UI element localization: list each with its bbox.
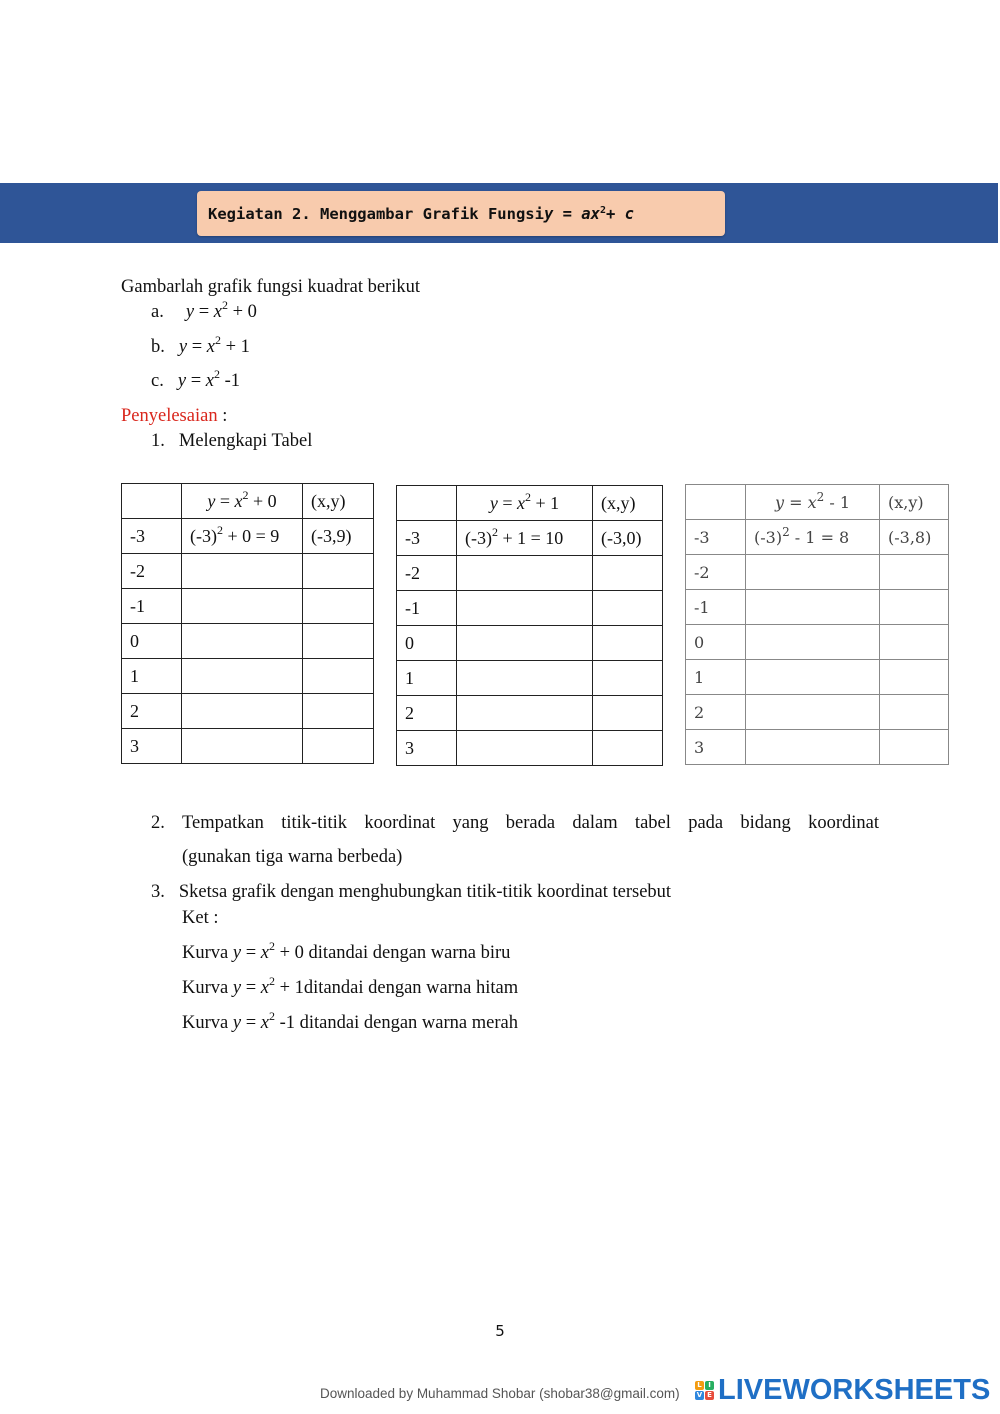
activity-title-formula: y = ax: [543, 204, 600, 223]
function-lhs: y: [178, 337, 188, 357]
note-item-red: [182, 1009, 518, 1034]
function-lhs: y: [177, 371, 187, 391]
note-eq: =: [241, 943, 261, 963]
calc-rest: + 1 = 10: [497, 527, 564, 548]
function-eq: =: [194, 302, 214, 322]
table-cell-x: -3: [397, 521, 457, 556]
value-table-2: [396, 485, 663, 766]
note-prefix: Kurva: [182, 1013, 233, 1033]
header-eq: =: [497, 492, 517, 513]
note-rest: + 1ditandai dengan warna hitam: [274, 978, 519, 998]
table-cell-point[interactable]: [303, 554, 374, 589]
function-lhs: y: [185, 302, 195, 322]
table-row: [686, 520, 949, 555]
header-exp: 2: [816, 489, 825, 504]
activity-title-text: Kegiatan 2. Menggambar Grafik Fungsi: [208, 204, 544, 223]
value-table-3: [685, 484, 949, 765]
table-cell-x: 3: [122, 729, 182, 764]
page-number: 5: [495, 1322, 505, 1340]
table-cell-x: 0: [686, 625, 746, 660]
note-exp: 2: [268, 1009, 275, 1023]
header-lhs: y: [489, 492, 498, 513]
header-eq: =: [215, 490, 235, 511]
note-var: x: [260, 943, 269, 963]
logo-tile-v: V: [696, 1391, 703, 1399]
download-footer: Downloaded by Muhammad Shobar (shobar38@gmail.com): [320, 1386, 680, 1401]
table-header-row: [397, 486, 663, 521]
function-item-a: [151, 298, 257, 323]
table-cell-point[interactable]: [880, 625, 949, 660]
table-cell-point: (-3,9): [303, 519, 374, 554]
header-rest: - 1: [824, 492, 851, 512]
table-header-x: [686, 485, 746, 520]
table-row: [686, 660, 949, 695]
table-cell-calc[interactable]: [182, 659, 303, 694]
header-var: x: [807, 492, 817, 512]
function-exp: 2: [221, 298, 228, 312]
note-exp: 2: [268, 939, 275, 953]
table-cell-calc[interactable]: [182, 694, 303, 729]
notes-label: Ket :: [182, 908, 219, 928]
table-row: [686, 625, 949, 660]
function-item-b: [151, 333, 250, 358]
table-cell-x: -2: [686, 555, 746, 590]
table-cell-calc[interactable]: [746, 660, 880, 695]
note-exp: 2: [268, 974, 275, 988]
table-cell-x: -1: [122, 589, 182, 624]
function-eq: =: [186, 371, 206, 391]
table-row: [122, 729, 374, 764]
note-var: x: [260, 978, 269, 998]
table-row: [397, 696, 663, 731]
step-text: Sketsa grafik dengan menghubungkan titik-titik koordinat tersebut: [178, 882, 672, 902]
activity-title: [197, 191, 725, 236]
table-cell-calc[interactable]: [457, 661, 593, 696]
header-lhs: y: [774, 492, 785, 512]
calc-rest: - 1 = 8: [789, 527, 850, 547]
note-item-black: [182, 974, 519, 999]
table-cell-x: -2: [397, 556, 457, 591]
table-cell-point[interactable]: [880, 590, 949, 625]
table-row: [122, 659, 374, 694]
function-rest: + 1: [221, 337, 250, 357]
table-cell-x: -1: [397, 591, 457, 626]
table-header-function: [182, 484, 303, 519]
table-header-row: [686, 485, 949, 520]
table-cell-point[interactable]: [593, 626, 663, 661]
solution-colon: :: [217, 406, 228, 426]
note-rest: + 0 ditandai dengan warna biru: [274, 943, 511, 963]
note-rest: -1 ditandai dengan warna merah: [274, 1013, 518, 1033]
table-cell-calc[interactable]: [746, 730, 880, 765]
function-var: x: [213, 302, 222, 322]
table-header-x: [397, 486, 457, 521]
table-header-x: [122, 484, 182, 519]
liveworksheets-logo[interactable]: [695, 1374, 990, 1407]
function-exp: 2: [215, 333, 221, 347]
table-row: [397, 731, 663, 766]
table-header-function: [746, 485, 880, 520]
step-3: [151, 881, 671, 903]
calc-exp: 2: [782, 524, 790, 539]
table-header-function: [457, 486, 593, 521]
table-cell-x: 1: [686, 660, 746, 695]
table-cell-point[interactable]: [593, 591, 663, 626]
table-cell-calc[interactable]: [457, 556, 593, 591]
function-marker: a.: [151, 302, 164, 322]
table-cell-x: 2: [686, 695, 746, 730]
table-cell-point[interactable]: [593, 661, 663, 696]
note-eq: =: [241, 978, 261, 998]
table-header-point: (x,y): [880, 485, 949, 520]
calc-rest: + 0 = 9: [222, 525, 280, 546]
header-rest: + 0: [248, 490, 277, 511]
value-table-1: [121, 483, 374, 764]
calc-base: (-3): [465, 527, 492, 548]
table-row: [686, 590, 949, 625]
note-var: x: [260, 1013, 269, 1033]
table-row: [397, 661, 663, 696]
header-lhs: y: [207, 490, 216, 511]
header-exp: 2: [525, 489, 531, 504]
table-row: [686, 555, 949, 590]
table-cell-calc: [182, 519, 303, 554]
calc-exp: 2: [491, 524, 498, 539]
table-cell-x: 0: [397, 626, 457, 661]
table-row: [397, 556, 663, 591]
table-cell-point[interactable]: [303, 694, 374, 729]
note-lhs: y: [232, 978, 242, 998]
function-var: x: [205, 371, 214, 391]
header-var: x: [234, 490, 243, 511]
logo-tile-i: I: [705, 1381, 714, 1390]
table-row: [397, 591, 663, 626]
table-cell-point[interactable]: [303, 624, 374, 659]
function-exp: 2: [213, 367, 220, 381]
table-header-point: (x,y): [593, 486, 663, 521]
table-cell-calc[interactable]: [457, 731, 593, 766]
table-row: [122, 554, 374, 589]
table-cell-calc[interactable]: [182, 729, 303, 764]
logo-text: LIVEWORKSHEETS: [718, 1374, 991, 1406]
table-cell-x: 3: [397, 731, 457, 766]
solution-label: Penyelesaian: [121, 406, 218, 426]
table-cell-calc[interactable]: [746, 695, 880, 730]
table-cell-point[interactable]: [593, 696, 663, 731]
function-marker: c.: [151, 371, 164, 391]
note-prefix: Kurva: [182, 978, 233, 998]
table-cell-x: 0: [122, 624, 182, 659]
table-cell-calc[interactable]: [182, 589, 303, 624]
table-cell-point[interactable]: [880, 555, 949, 590]
intro-text: Gambarlah grafik fungsi kuadrat berikut: [121, 277, 420, 297]
note-prefix: Kurva: [182, 943, 233, 963]
function-var: x: [206, 337, 215, 357]
table-cell-x: -3: [122, 519, 182, 554]
table-row: [122, 624, 374, 659]
header-exp: 2: [242, 487, 249, 502]
step-number: 1.: [151, 431, 165, 451]
step-2-line-2: (gunakan tiga warna berbeda): [182, 847, 403, 867]
calc-base: (-3): [754, 527, 783, 547]
table-cell-x: 1: [397, 661, 457, 696]
note-lhs: y: [232, 943, 242, 963]
table-row: [122, 694, 374, 729]
table-cell-x: -3: [686, 520, 746, 555]
calc-exp: 2: [216, 522, 223, 537]
table-cell-calc[interactable]: [182, 624, 303, 659]
table-row: [122, 589, 374, 624]
table-cell-x: 2: [397, 696, 457, 731]
table-cell-calc: [457, 521, 593, 556]
table-cell-calc[interactable]: [746, 625, 880, 660]
solution-heading: [121, 405, 227, 427]
header-eq: =: [784, 492, 808, 512]
header-var: x: [517, 492, 525, 513]
table-cell-calc: [746, 520, 880, 555]
table-cell-calc[interactable]: [457, 696, 593, 731]
table-cell-calc[interactable]: [457, 591, 593, 626]
activity-title-exponent: 2: [599, 205, 606, 216]
table-cell-point: (-3,0): [593, 521, 663, 556]
table-cell-calc[interactable]: [457, 626, 593, 661]
table-row: [122, 519, 374, 554]
table-cell-calc[interactable]: [746, 590, 880, 625]
function-eq: =: [187, 337, 207, 357]
table-cell-point[interactable]: [880, 660, 949, 695]
note-lhs: y: [232, 1013, 242, 1033]
logo-tile-e: E: [705, 1391, 714, 1400]
table-row: [397, 521, 663, 556]
table-cell-point[interactable]: [593, 556, 663, 591]
step-text: Melengkapi Tabel: [178, 431, 313, 451]
table-cell-x: 2: [122, 694, 182, 729]
table-cell-calc[interactable]: [746, 555, 880, 590]
step-2-line-1: Tempatkan titik-titik koordinat yang berada dalam tabel pada bidang koordinat: [182, 813, 879, 833]
table-cell-x: -1: [686, 590, 746, 625]
table-cell-x: 3: [686, 730, 746, 765]
table-row: [686, 695, 949, 730]
table-cell-x: 1: [122, 659, 182, 694]
calc-base: (-3): [190, 525, 217, 546]
table-header-row: [122, 484, 374, 519]
table-cell-point[interactable]: [303, 729, 374, 764]
activity-title-formula-end: + c: [605, 204, 634, 223]
table-row: [686, 730, 949, 765]
note-eq: =: [241, 1013, 261, 1033]
function-marker: b.: [151, 337, 165, 357]
step-2-number: 2.: [151, 813, 165, 833]
function-rest: -1: [219, 371, 241, 391]
table-cell-point[interactable]: [880, 730, 949, 765]
table-cell-x: -2: [122, 554, 182, 589]
table-cell-point[interactable]: [593, 731, 663, 766]
function-item-c: [151, 367, 241, 392]
table-cell-point[interactable]: [303, 659, 374, 694]
header-rest: + 1: [531, 492, 560, 513]
table-cell-point: (-3,8): [880, 520, 949, 555]
table-header-point: (x,y): [303, 484, 374, 519]
table-cell-calc[interactable]: [182, 554, 303, 589]
step-1: [151, 430, 312, 452]
logo-tile-l: L: [695, 1381, 704, 1390]
function-rest: + 0: [227, 302, 257, 322]
step-number: 3.: [151, 882, 165, 902]
logo-icon: [695, 1381, 714, 1400]
note-item-blue: [182, 939, 511, 964]
table-row: [397, 626, 663, 661]
table-cell-point[interactable]: [880, 695, 949, 730]
table-cell-point[interactable]: [303, 589, 374, 624]
